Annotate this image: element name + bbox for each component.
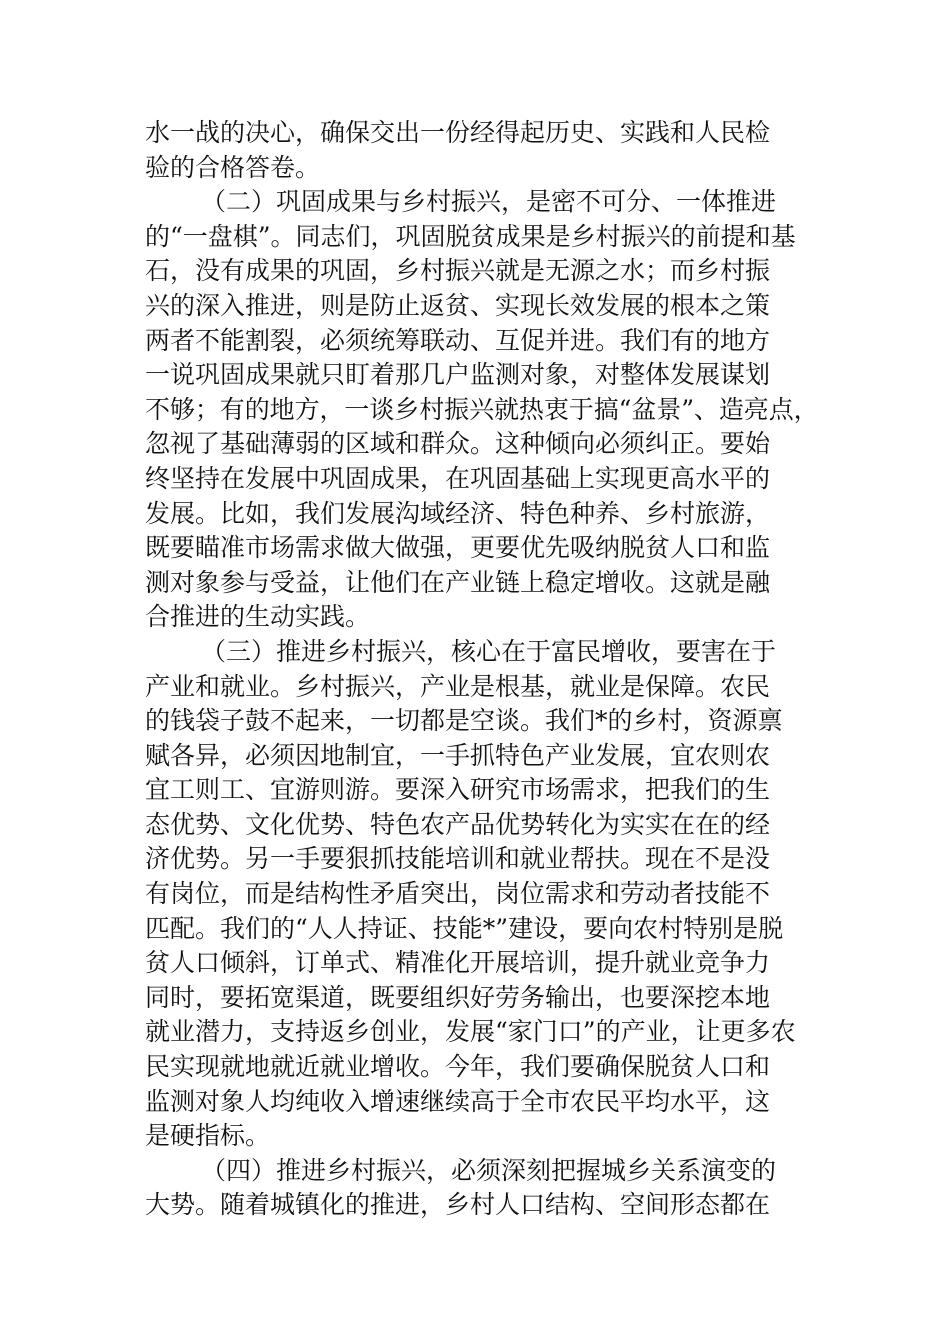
text-line: 赋各异，必须因地制宜，一手抓特色产业发展，宜农则农 [145, 740, 771, 770]
text-line: 监测对象人均纯收入增速继续高于全市农民平均水平，这 [145, 1086, 771, 1116]
paragraph-first-line: （三）推进乡村振兴，核心在于富民增收，要害在于 [201, 636, 777, 666]
text-line: 一说巩固成果就只盯着那几户监测对象，对整体发展谋划 [145, 360, 771, 390]
text-line: 发展。比如，我们发展沟域经济、特色种养、乡村旅游， [145, 498, 771, 528]
text-line: 同时，要拓宽渠道，既要组织好劳务输出，也要深挖本地 [145, 982, 771, 1012]
text-line: 合推进的生动实践。 [145, 602, 371, 632]
text-line: 态优势、文化优势、特色农产品优势转化为实实在在的经 [145, 809, 771, 839]
text-line: 贫人口倾斜，订单式、精准化开展培训，提升就业竞争力 [145, 948, 771, 978]
text-line: 水一战的决心，确保交出一份经得起历史、实践和人民检 [145, 118, 771, 147]
text-line: 两者不能割裂，必须统筹联动、互促并进。我们有的地方 [145, 325, 771, 355]
text-line: 终坚持在发展中巩固成果，在巩固基础上实现更高水平的 [145, 463, 771, 493]
text-line: 民实现就地就近就业增收。今年，我们要确保脱贫人口和 [145, 1052, 771, 1082]
document-body [145, 116, 819, 1223]
text-line: 兴的深入推进，则是防止返贫、实现长效发展的根本之策 [145, 290, 771, 320]
text-line: 的钱袋子鼓不起来，一切都是空谈。我们*的乡村，资源禀 [145, 706, 783, 736]
text-line: 济优势。另一手要狠抓技能培训和就业帮扶。现在不是没 [145, 844, 771, 874]
paragraph-first-line: （二）巩固成果与乡村振兴，是密不可分、一体推进 [201, 187, 777, 217]
text-line: 忽视了基础薄弱的区域和群众。这种倾向必须纠正。要始 [145, 429, 771, 459]
text-line: 的“一盘棋”。同志们，巩固脱贫成果是乡村振兴的前提和基 [145, 221, 796, 251]
text-line: 有岗位，而是结构性矛盾突出，岗位需求和劳动者技能不 [145, 879, 771, 909]
text-line: 既要瞄准市场需求做大做强，更要优先吸纳脱贫人口和监 [145, 533, 771, 563]
text-line: 宜工则工、宜游则游。要深入研究市场需求，把我们的生 [145, 775, 771, 805]
text-line: 验的合格答卷。 [145, 152, 321, 182]
text-line: 匹配。我们的“人人持证、技能*”建设，要向农村特别是脱 [145, 913, 784, 943]
text-line: 石，没有成果的巩固，乡村振兴就是无源之水；而乡村振 [145, 256, 771, 286]
text-line: 就业潜力，支持返乡创业，发展“家门口”的产业，让更多农 [145, 1017, 796, 1047]
text-line: 大势。随着城镇化的推进，乡村人口结构、空间形态都在 [145, 1190, 771, 1220]
paragraph-first-line: （四）推进乡村振兴，必须深刻把握城乡关系演变的 [201, 1155, 777, 1185]
text-line: 是硬指标。 [145, 1121, 271, 1151]
text-line: 产业和就业。乡村振兴，产业是根基，就业是保障。农民 [145, 671, 771, 701]
text-line: 不够；有的地方，一谈乡村振兴就热衷于搞“盆景”、造亮点， [145, 394, 819, 424]
text-line: 测对象参与受益，让他们在产业链上稳定增收。这就是融 [145, 567, 771, 597]
